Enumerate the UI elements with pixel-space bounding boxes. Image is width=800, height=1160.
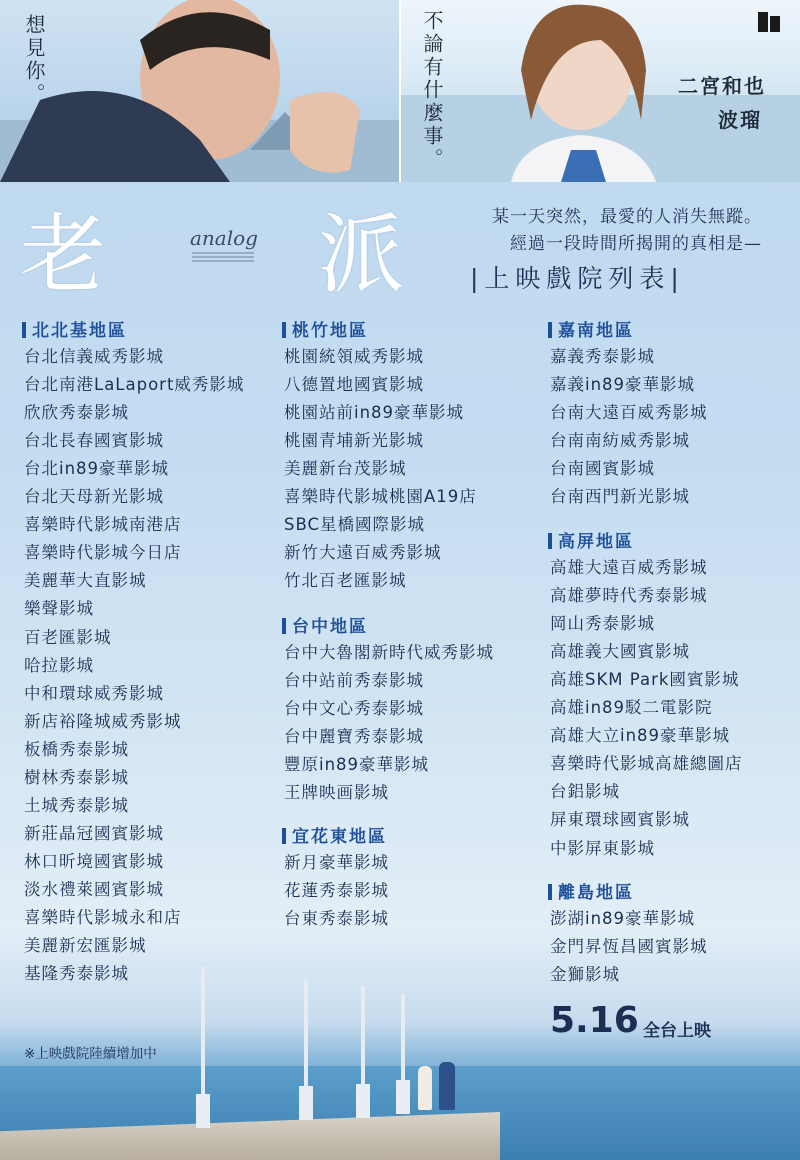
region-heading: 高屏地區 — [548, 527, 634, 552]
title-char-2: 派 — [318, 205, 404, 305]
cinema-item: 台中大魯閣新時代威秀影城 — [284, 643, 494, 662]
cinema-item: 台中麗寶秀泰影城 — [284, 727, 424, 747]
region-heading: 宜花東地區 — [282, 822, 387, 847]
pole-base-1 — [196, 1094, 210, 1128]
cinema-item: 喜樂時代影城今日店 — [24, 543, 182, 563]
cinema-item: 澎湖in89豪華影城 — [550, 909, 696, 928]
cinema-item: 桃園統領威秀影城 — [284, 347, 424, 366]
cinema-item: 高雄夢時代秀泰影城 — [550, 586, 708, 606]
cinema-item: 台東秀泰影城 — [284, 909, 389, 929]
figure-woman — [418, 1066, 432, 1110]
cinema-item: 美麗新宏匯影城 — [24, 936, 147, 956]
cinema-item: 台北長春國賓影城 — [24, 431, 164, 451]
cinema-item: 欣欣秀泰影城 — [24, 403, 129, 423]
cinema-item: 高雄義大國賓影城 — [550, 642, 690, 662]
cinema-item: 林口昕境國賓影城 — [24, 851, 164, 871]
cinema-item: 高雄in89駁二電影院 — [550, 698, 713, 718]
cinema-item: 基隆秀泰影城 — [24, 964, 129, 984]
cinema-item: 竹北百老匯影城 — [284, 571, 407, 591]
region-heading: 嘉南地區 — [548, 316, 634, 341]
cinema-item: 樂聲影城 — [24, 599, 94, 619]
region-heading: 離島地區 — [548, 878, 634, 903]
cinema-item: 台南國賓影城 — [550, 459, 655, 479]
cinema-item: 嘉義秀泰影城 — [550, 347, 655, 366]
list-title: |上映戲院列表| — [470, 264, 685, 293]
cinema-item: 中和環球威秀影城 — [24, 683, 164, 703]
cinema-item: 台中站前秀泰影城 — [284, 671, 424, 691]
subtitle-fine-print — [192, 252, 254, 266]
cinema-item: 新月豪華影城 — [284, 853, 389, 872]
cinema-item: 台北in89豪華影城 — [24, 459, 170, 479]
cinema-item: 新店裕隆城威秀影城 — [24, 711, 182, 731]
cinema-item: 板橋秀泰影城 — [24, 739, 129, 759]
release-text: 全台上映 — [643, 1021, 711, 1041]
cinema-item: 金獅影城 — [550, 965, 620, 985]
cinema-item: 樹林秀泰影城 — [24, 767, 129, 787]
cinema-item: 高雄大立in89豪華影城 — [550, 726, 731, 746]
studio-logo-icon-2 — [770, 16, 780, 32]
cinema-item: 桃園青埔新光影城 — [284, 431, 424, 451]
cinema-item: 淡水禮萊國賓影城 — [24, 879, 164, 899]
cinema-item: 土城秀泰影城 — [24, 795, 129, 815]
cinema-item: 岡山秀泰影城 — [550, 614, 655, 634]
studio-logo — [758, 12, 786, 40]
cinema-item: 哈拉影城 — [24, 655, 94, 675]
cinema-item: 台南南紡威秀影城 — [550, 431, 690, 451]
cinema-item: 豐原in89豪華影城 — [284, 755, 430, 775]
tagline-right: 不論有什麼事。 — [420, 10, 444, 171]
region-heading: 台中地區 — [282, 612, 368, 637]
cinema-item: 台南大遠百威秀影城 — [550, 403, 708, 423]
cinema-item: 美麗華大直影城 — [24, 571, 147, 591]
photo-left-scene — [0, 0, 399, 182]
cast-name-1: 二宮和也 — [678, 74, 766, 98]
cinema-item: 喜樂時代影城南港店 — [24, 515, 182, 535]
note: ※上映戲院陸續增加中 — [24, 1046, 157, 1062]
cinema-item: 新竹大遠百威秀影城 — [284, 543, 442, 563]
cinema-item: 喜樂時代影城桃園A19店 — [284, 487, 477, 507]
studio-logo-icon — [758, 12, 768, 32]
pole-3 — [361, 986, 365, 1088]
title-char-1: 老 — [20, 205, 106, 305]
cinema-item: SBC星橋國際影城 — [284, 515, 426, 535]
tagline-left: 想見你。 — [22, 14, 46, 106]
tagline-2: 經過一段時間所揭開的真相是— — [510, 234, 762, 254]
cinema-item: 台南西門新光影城 — [550, 487, 690, 507]
region-heading: 北北基地區 — [22, 316, 127, 341]
pole-1 — [201, 966, 205, 1094]
tagline-1: 某一天突然，最愛的人消失無蹤。 — [492, 207, 762, 227]
region-heading: 桃竹地區 — [282, 316, 368, 341]
cinema-item: 王牌映画影城 — [284, 783, 389, 803]
cinema-item: 花蓮秀泰影城 — [284, 881, 389, 901]
cinema-item: 百老匯影城 — [24, 627, 112, 647]
cinema-item: 桃園站前in89豪華影城 — [284, 403, 465, 423]
figure-man — [439, 1062, 455, 1110]
cinema-item: 金門昇恆昌國賓影城 — [550, 937, 708, 957]
cinema-item: 美麗新台茂影城 — [284, 459, 407, 479]
cinema-item: 中影屏東影城 — [550, 838, 655, 858]
pole-4 — [401, 994, 405, 1084]
pole-base-3 — [356, 1084, 370, 1118]
cinema-item: 高雄大遠百威秀影城 — [550, 558, 708, 577]
cinema-item: 新莊晶冠國賓影城 — [24, 823, 164, 843]
cinema-item: 屏東環球國賓影城 — [550, 810, 690, 830]
title-subtitle: analog — [190, 226, 258, 250]
pole-2 — [304, 980, 308, 1090]
photo-left — [0, 0, 399, 182]
cast-name-2: 波瑠 — [718, 108, 762, 132]
cinema-item: 台北南港LaLaport威秀影城 — [24, 375, 245, 395]
pole-base-2 — [299, 1086, 313, 1120]
cinema-item: 喜樂時代影城永和店 — [24, 908, 182, 927]
cinema-item: 嘉義in89豪華影城 — [550, 375, 696, 395]
release-date: 5.16 — [550, 1000, 639, 1041]
cinema-item: 台中文心秀泰影城 — [284, 699, 424, 719]
cinema-item: 喜樂時代影城高雄總圖店 — [550, 754, 743, 774]
cinema-item: 台北信義威秀影城 — [24, 347, 164, 366]
pole-base-4 — [396, 1080, 410, 1114]
cinema-item: 台鋁影城 — [550, 782, 620, 802]
cinema-item: 台北天母新光影城 — [24, 487, 164, 507]
cinema-item: 高雄SKM Park國賓影城 — [550, 670, 740, 690]
cinema-item: 八德置地國賓影城 — [284, 375, 424, 395]
